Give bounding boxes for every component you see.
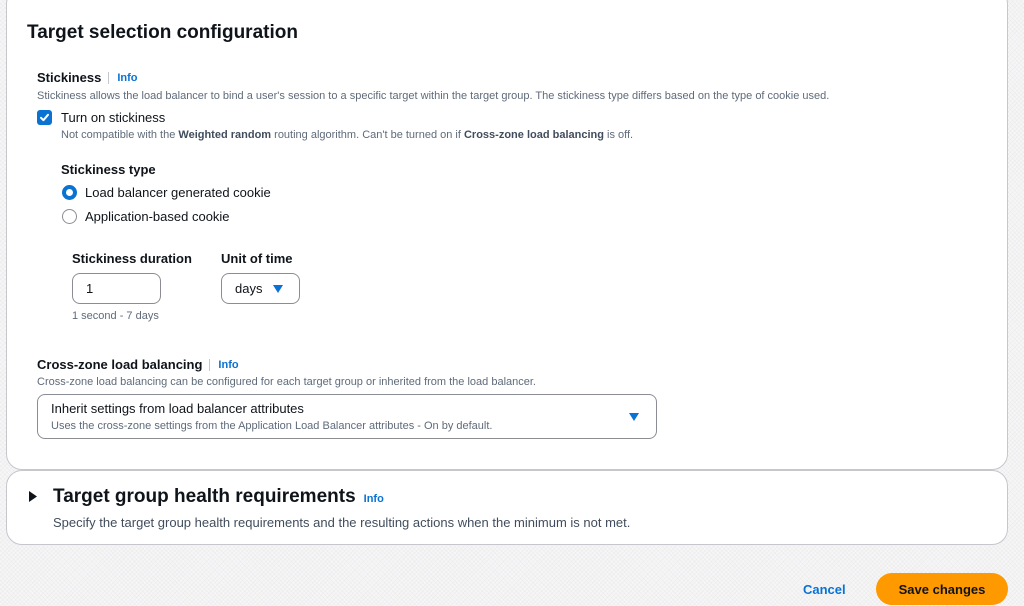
unit-of-time-value: days xyxy=(235,281,263,296)
radio-load-balancer-cookie[interactable] xyxy=(62,185,77,200)
chevron-down-icon xyxy=(273,285,283,293)
stickiness-type-label: Stickiness type xyxy=(61,162,156,177)
stickiness-duration-value: 1 xyxy=(86,281,94,296)
stickiness-description: Stickiness allows the load balancer to bind a user's session to a specific target within the target group. The stickiness type differs based on the type of cookie used. xyxy=(37,90,830,102)
health-header xyxy=(53,486,384,508)
stickiness-info-link[interactable]: Info xyxy=(108,72,137,84)
stickiness-label: Stickiness xyxy=(37,70,102,85)
expand-toggle[interactable] xyxy=(27,490,39,508)
cross-zone-description: Cross-zone load balancing can be configured for each target group or inherited from the load balancer. xyxy=(37,376,536,388)
radio-application-cookie-label[interactable]: Application-based cookie xyxy=(85,209,230,224)
cross-zone-label: Cross-zone load balancing xyxy=(37,357,203,372)
checkmark-icon xyxy=(39,112,50,123)
cancel-button[interactable]: Cancel xyxy=(803,582,846,597)
cross-zone-info-link[interactable]: Info xyxy=(209,359,238,371)
health-title[interactable]: Target group health requirements xyxy=(53,486,356,507)
stickiness-duration-label: Stickiness duration xyxy=(72,251,192,266)
stickiness-duration-input[interactable] xyxy=(72,273,161,304)
health-info-link[interactable]: Info xyxy=(363,493,384,505)
caret-right-icon xyxy=(27,490,39,503)
save-changes-button[interactable]: Save changes xyxy=(876,573,1008,605)
stickiness-header xyxy=(37,70,138,85)
stickiness-checkbox[interactable] xyxy=(37,110,52,125)
cross-zone-select-content xyxy=(51,401,629,433)
health-description: Specify the target group health requirements and the resulting actions when the minimum is not met. xyxy=(53,515,631,530)
unit-of-time-label: Unit of time xyxy=(221,251,293,266)
cross-zone-selected-description: Uses the cross-zone settings from the Application Load Balancer attributes - On by default. xyxy=(51,419,493,432)
stickiness-duration-hint: 1 second - 7 days xyxy=(72,310,159,322)
chevron-down-icon xyxy=(629,413,639,421)
cross-zone-selected-title: Inherit settings from load balancer attributes xyxy=(51,400,304,416)
stickiness-checkbox-description: Not compatible with the Weighted random routing algorithm. Can't be turned on if Cross-zone load balancing is off. xyxy=(61,129,634,141)
target-selection-title: Target selection configuration xyxy=(27,22,298,43)
radio-load-balancer-cookie-label[interactable]: Load balancer generated cookie xyxy=(85,185,271,200)
stickiness-checkbox-label[interactable]: Turn on stickiness xyxy=(61,110,166,125)
unit-of-time-select[interactable] xyxy=(221,273,300,304)
radio-application-cookie[interactable] xyxy=(62,209,77,224)
cross-zone-select[interactable] xyxy=(37,394,657,439)
cross-zone-header xyxy=(37,357,239,372)
